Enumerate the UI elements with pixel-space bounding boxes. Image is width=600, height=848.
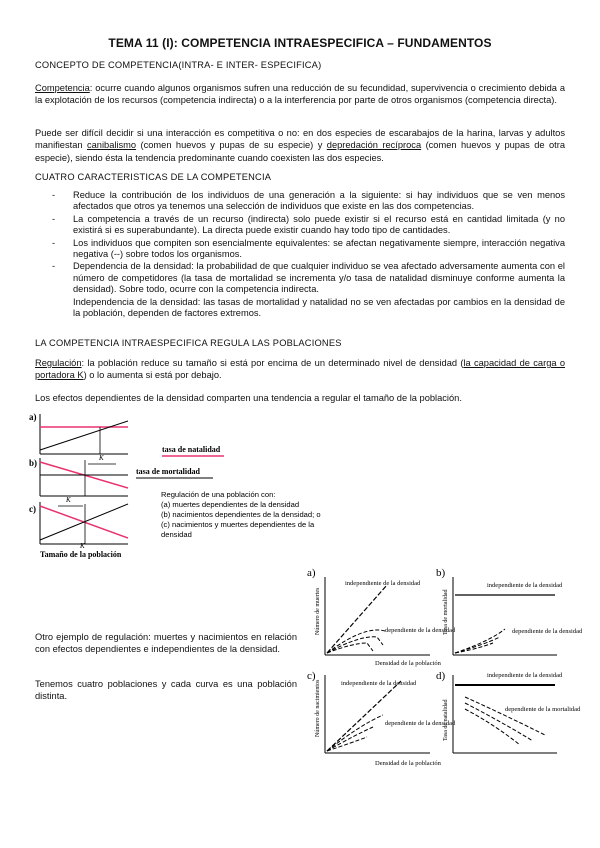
paragraph-otro-ejemplo: Otro ejemplo de regulación: muertes y nacimientos en relación con efectos dependientes e independientes de la densidad. xyxy=(35,632,297,655)
label-dependiente: dependiente de la densidad xyxy=(512,628,583,635)
y-axis-title: Tasa de natalidad xyxy=(443,699,449,741)
list-item-text: Dependencia de la densidad: la probabilidad de que cualquier individuo se vea afectado adversamente aumenta con el número de competidores (la tasa de mortalidad se incrementa y/o tasa de natalidad disminuye conforme aumenta la densidad). Sobre todo, ocurre con la competencia indirecta. xyxy=(73,261,565,295)
mortalidad-line xyxy=(40,504,128,540)
curve-dependiente xyxy=(327,637,383,653)
label-dependiente: dependiente de la densidad xyxy=(385,627,456,634)
panel-label: b) xyxy=(436,567,446,579)
curve-dependiente xyxy=(327,715,383,751)
list-item-text: Reduce la contribución de los individuos de una generación a la siguiente: si hay individuos que se ven menos afectados que otros ya tenemos una selección de individuos que existe en las dos competencias. xyxy=(73,190,565,212)
paragraph-definicion xyxy=(35,82,565,107)
text-fragment: Puede ser difícil decidir si una interacción es competitiva o no: en dos especies de escarabajos de la harina, larvas y adultos manifiestan xyxy=(35,128,565,151)
x-axis-title: Densidad de la población xyxy=(375,760,441,767)
caption-line: (b) nacimientos dependientes de la densidad; o xyxy=(161,510,321,519)
panel-label: b) xyxy=(29,458,38,468)
list-item xyxy=(35,261,565,295)
definition-text: : ocurre cuando algunos organismos sufren una reducción de su fecundidad, supervivencia o crecimiento debida a la explotación de los recursos (competencia indirecta) o a la interferencia por parte de otros organismos (competencia directa). xyxy=(35,83,565,106)
y-axis-title: Número de muertes xyxy=(315,587,321,635)
text-fragment: ) o lo aumenta si está por debajo. xyxy=(83,370,222,381)
curve-dependiente xyxy=(327,727,373,751)
curve-independiente xyxy=(327,681,401,751)
label-dependiente: dependiente de la densidad xyxy=(385,720,456,727)
legend-natalidad: tasa de natalidad xyxy=(162,445,221,454)
panel-label: c) xyxy=(307,670,316,682)
label-independiente: independiente de la densidad xyxy=(487,672,563,679)
label-independiente: independiente de la densidad xyxy=(487,582,563,589)
k-label: K xyxy=(66,496,71,504)
list-item-text: Independencia de la densidad: las tasas de mortalidad y natalidad no se ven afectadas por cambios en la densidad de la población, dependen de factores extremos. xyxy=(73,296,565,319)
curve-dependiente xyxy=(455,629,505,653)
y-axis-title: Tasa de mortalidad xyxy=(443,589,449,635)
label-independiente: independiente de la densidad xyxy=(341,680,417,687)
figure-regulacion-poblacion xyxy=(28,408,328,560)
label-dependiente: dependiente de la mortalidad xyxy=(505,706,581,713)
curve-dependiente xyxy=(327,737,367,751)
figure-muertes-nacimientos xyxy=(305,565,583,775)
term-canibalismo: canibalismo xyxy=(86,140,137,151)
caption-line: (c) nacimientos y muertes dependientes de la xyxy=(161,520,315,529)
curve-dependiente xyxy=(465,709,520,745)
section-heading-regula: LA COMPETENCIA INTRAESPECIFICA REGULA LAS POBLACIONES xyxy=(35,338,342,348)
term-capacidad-carga: la capacidad de carga o portadora K xyxy=(35,358,565,381)
curve-dependiente xyxy=(455,643,493,653)
curve-dependiente xyxy=(455,637,500,653)
characteristics-list xyxy=(35,190,565,320)
label-independiente: independiente de la densidad xyxy=(345,580,421,587)
caption-line: (a) muertes dependientes de la densidad xyxy=(161,500,300,509)
term-depredacion-reciproca: depredación recíproca xyxy=(326,140,422,151)
legend-mortalidad: tasa de mortalidad xyxy=(136,467,200,476)
text-fragment: (comen huevos y pupas de su especie) y xyxy=(136,140,327,151)
k-label: K xyxy=(80,542,85,550)
list-item-text: La competencia a través de un recurso (indirecta) solo puede existir si el recurso está en cantidad limitada (y no existirá si es superabundante). La directa puede existir cuando hay todo tipo de cantidades. xyxy=(73,213,565,236)
text-fragment: (comen huevos y pupas de otra especie), siendo ésta la tendencia predominante cuando coexisten las dos especies. xyxy=(35,140,565,163)
list-item xyxy=(35,190,565,213)
x-axis-title: Tamaño de la población xyxy=(40,550,122,559)
paragraph-escarabajos xyxy=(35,127,565,164)
bullet-dash: - xyxy=(52,261,56,272)
term-regulacion: Regulación xyxy=(35,358,82,368)
paragraph-regulacion xyxy=(35,357,565,382)
mortalidad-line xyxy=(40,421,128,450)
panel-label: a) xyxy=(29,412,37,422)
bullet-dash: - xyxy=(52,190,56,200)
panel-label: d) xyxy=(436,670,446,682)
list-item xyxy=(35,238,565,261)
y-axis-title: Número de nacimientos xyxy=(315,679,321,737)
section-heading-concepto: CONCEPTO DE COMPETENCIA(INTRA- E INTER- ESPECIFICA) xyxy=(35,60,322,70)
x-axis-title: Densidad de la población xyxy=(375,660,441,667)
bullet-dash: - xyxy=(52,237,56,248)
figure-densidad-svg xyxy=(305,565,583,775)
caption-line: Regulación de una población con: xyxy=(161,490,276,499)
figure-regulacion-svg xyxy=(28,408,328,560)
list-item-text: Los individuos que compiten son esencialmente equivalentes: se afectan negativamente siempre, interacción negativa negativa (--) sobre todos los organismos. xyxy=(73,237,565,260)
paragraph-efectos: Los efectos dependientes de la densidad comparten una tendencia a regular el tamaño de la población. xyxy=(35,393,462,403)
panel-label: c) xyxy=(29,504,36,514)
document-title: TEMA 11 (I): COMPETENCIA INTRAESPECIFICA – FUNDAMENTOS xyxy=(108,36,492,50)
list-item-sub xyxy=(35,297,565,320)
list-item xyxy=(35,214,565,237)
text-fragment: : la población reduce su tamaño si está por encima de un determinado nivel de densidad ( xyxy=(81,358,464,368)
curve-independiente xyxy=(327,585,387,653)
caption-line: densidad xyxy=(161,530,192,539)
paragraph-cuatro-poblaciones: Tenemos cuatro poblaciones y cada curva es una población distinta. xyxy=(35,679,297,702)
bullet-dash: - xyxy=(52,213,56,224)
panel-label: a) xyxy=(307,567,316,579)
section-heading-caracteristicas: CUATRO CARACTERISTICAS DE LA COMPETENCIA xyxy=(35,172,272,182)
term-competencia: Competencia xyxy=(35,83,90,93)
k-label: K xyxy=(99,454,104,462)
